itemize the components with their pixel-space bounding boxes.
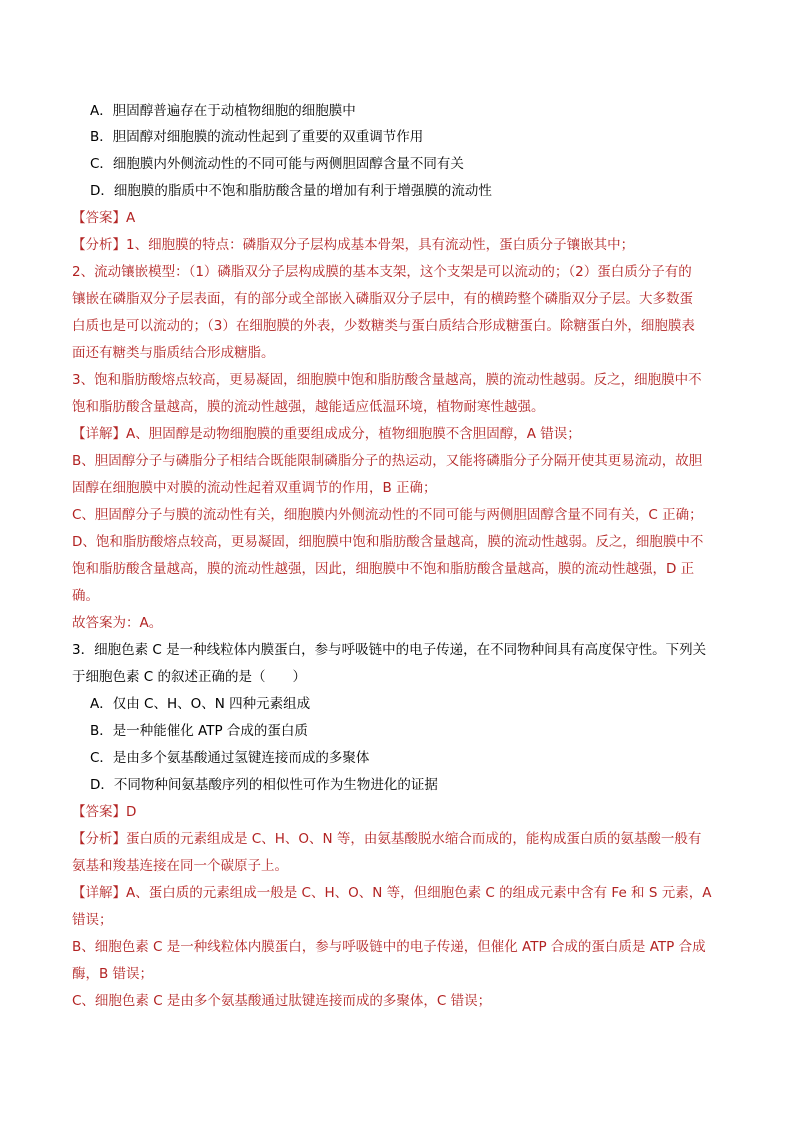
- answer-tag: 【答案】: [72, 210, 126, 226]
- q2-option-c: C．细胞膜内外侧流动性的不同可能与两侧胆固醇含量不同有关: [90, 156, 464, 172]
- q3-detail-line: C、细胞色素 C 是由多个氨基酸通过肽键连接而成的多聚体，C 错误；: [72, 993, 492, 1009]
- q2-analysis-line: 2、流动镶嵌模型：（1）磷脂双分子层构成膜的基本支架，这个支架是可以流动的；（2）蛋白质分子有的: [72, 264, 692, 280]
- q2-analysis-line: 饱和脂肪酸含量越高，膜的流动性越强，越能适应低温环境，植物耐寒性越强。: [72, 399, 545, 415]
- q2-option-d: D．细胞膜的脂质中不饱和脂肪酸含量的增加有利于增强膜的流动性: [90, 183, 492, 199]
- detail-tag: 【详解】: [72, 426, 126, 442]
- q3-stem-line: 于细胞色素 C 的叙述正确的是（ ）: [72, 669, 307, 685]
- q3-detail-line: 错误；: [72, 912, 113, 928]
- q2-detail-line: D、饱和脂肪酸熔点较高，更易凝固，细胞膜中饱和脂肪酸含量越高，膜的流动性越弱。反之，细胞膜中不: [72, 534, 704, 550]
- q2-conclusion: 故答案为：A。: [72, 615, 163, 631]
- q2-detail-line: B、胆固醇分子与磷脂分子相结合既能限制磷脂分子的热运动，又能将磷脂分子分隔开使其更易流动，故胆: [72, 453, 703, 469]
- q3-answer: [72, 803, 136, 821]
- q2-detail-line: 固醇在细胞膜中对膜的流动性起着双重调节的作用，B 正确；: [72, 480, 437, 496]
- answer-tag: 【答案】: [72, 804, 126, 820]
- analysis-text: 1、细胞膜的特点：磷脂双分子层构成基本骨架，具有流动性，蛋白质分子镶嵌其中；: [126, 237, 635, 253]
- q2-answer: [72, 209, 135, 227]
- q2-detail-line: [72, 425, 581, 443]
- q2-analysis-line: [72, 236, 634, 254]
- detail-text: A、蛋白质的元素组成一般是 C、H、O、N 等，但细胞色素 C 的组成元素中含有 Fe 和 S 元素，A: [126, 885, 712, 901]
- q2-analysis-line: 面还有糖类与脂质结合形成糖脂。: [72, 345, 275, 361]
- analysis-text: 蛋白质的元素组成是 C、H、O、N 等，由氨基酸脱水缩合而成的，能构成蛋白质的氨基酸一般有: [126, 831, 702, 847]
- q3-detail-line: 酶，B 错误；: [72, 966, 154, 982]
- q3-option-b: B．是一种能催化 ATP 合成的蛋白质: [90, 723, 308, 739]
- q2-detail-line: 饱和脂肪酸含量越高，膜的流动性越强，因此，细胞膜中不饱和脂肪酸含量越高，膜的流动性越强，D 正: [72, 561, 695, 577]
- q3-stem-line: 3．细胞色素 C 是一种线粒体内膜蛋白，参与呼吸链中的电子传递，在不同物种间具有高度保守性。下列关: [72, 642, 707, 658]
- q3-option-a: A．仅由 C、H、O、N 四种元素组成: [90, 696, 311, 712]
- q3-option-c: C．是由多个氨基酸通过氢键连接而成的多聚体: [90, 750, 370, 766]
- detail-text: A、胆固醇是动物细胞膜的重要组成成分，植物细胞膜不含胆固醇，A 错误；: [126, 426, 581, 442]
- detail-tag: 【详解】: [72, 885, 126, 901]
- q2-analysis-line: 3、饱和脂肪酸熔点较高，更易凝固，细胞膜中饱和脂肪酸含量越高，膜的流动性越弱。反之，细胞膜中不: [72, 372, 702, 388]
- answer-value: D: [126, 804, 137, 820]
- analysis-tag: 【分析】: [72, 831, 126, 847]
- answer-value: A: [126, 210, 136, 226]
- q3-detail-line: [72, 884, 711, 902]
- q3-detail-line: B、细胞色素 C 是一种线粒体内膜蛋白，参与呼吸链中的电子传递，但催化 ATP 合成的蛋白质是 ATP 合成: [72, 939, 706, 955]
- q2-option-b: B．胆固醇对细胞膜的流动性起到了重要的双重调节作用: [90, 129, 424, 145]
- q2-analysis-line: 镶嵌在磷脂双分子层表面，有的部分或全部嵌入磷脂双分子层中，有的横跨整个磷脂双分子层。大多数蛋: [72, 291, 693, 307]
- q2-analysis-line: 白质也是可以流动的；（3）在细胞膜的外表，少数糖类与蛋白质结合形成糖蛋白。除糖蛋白外，细胞膜表: [72, 318, 695, 334]
- q3-analysis-line: [72, 830, 701, 848]
- q3-analysis-line: 氨基和羧基连接在同一个碳原子上。: [72, 858, 288, 874]
- analysis-tag: 【分析】: [72, 237, 126, 253]
- q2-detail-line: 确。: [72, 588, 99, 604]
- q2-detail-line: C、胆固醇分子与膜的流动性有关，细胞膜内外侧流动性的不同可能与两侧胆固醇含量不同有关，C 正确；: [72, 507, 703, 523]
- q3-option-d: D．不同物种间氨基酸序列的相似性可作为生物进化的证据: [90, 777, 438, 793]
- q2-option-a: A．胆固醇普遍存在于动植物细胞的细胞膜中: [90, 103, 356, 119]
